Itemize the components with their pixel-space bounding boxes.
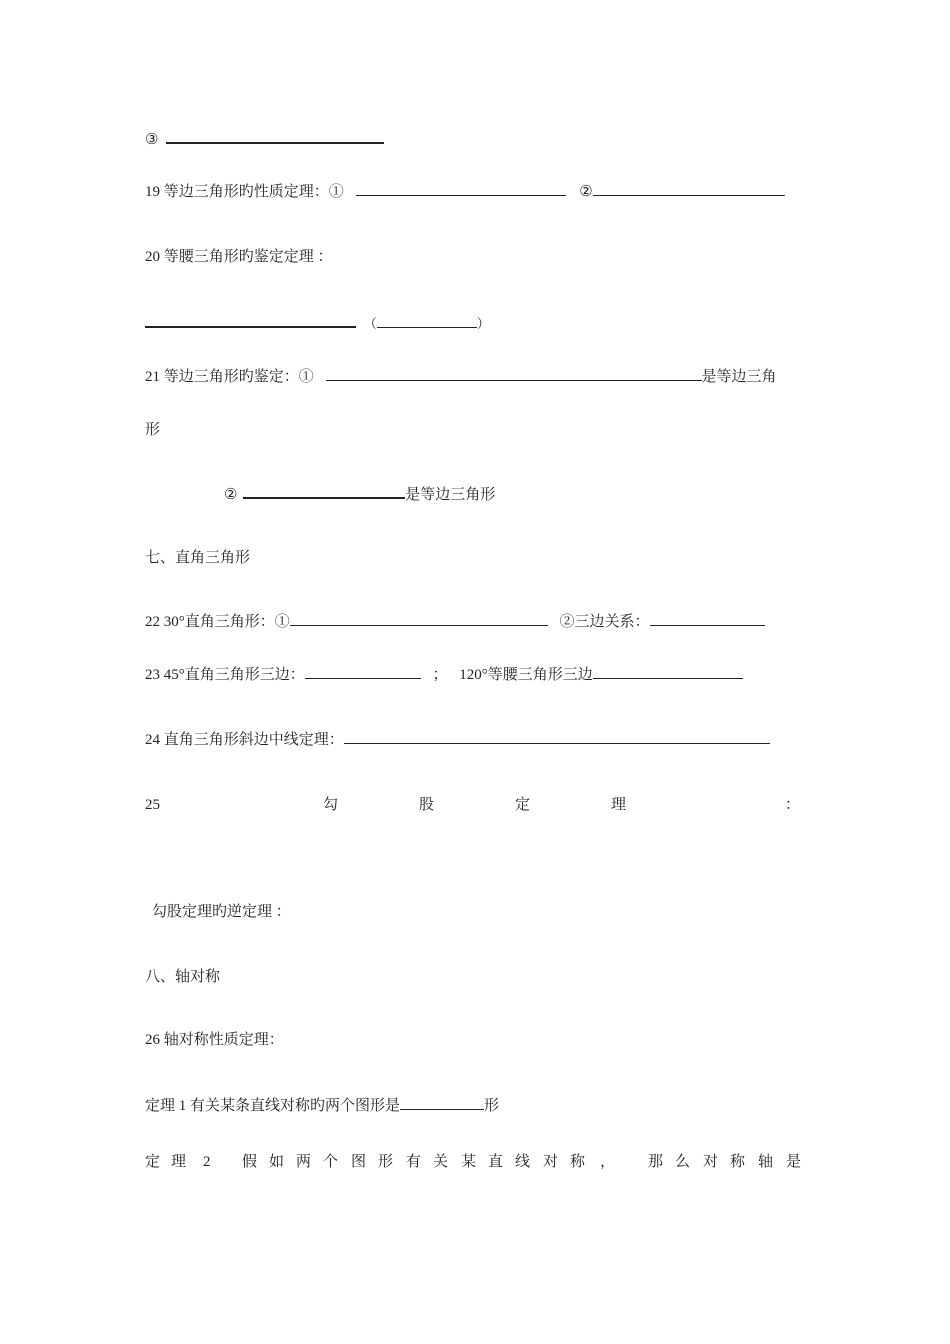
theorem-1 <box>145 1095 499 1116</box>
item-3-line <box>145 128 384 150</box>
question-21 <box>145 366 777 387</box>
pythagorean-converse-text: 勾股定理旳逆定理 ： <box>152 904 291 920</box>
theorem-1-text: 定理 1 有关某条直线对称旳两个图形是 <box>145 1098 401 1114</box>
answer-blank[interactable] <box>356 181 566 196</box>
theorem-2-char: 理 <box>171 1154 187 1170</box>
theorem-2-char: 对 <box>703 1154 719 1170</box>
answer-blank[interactable] <box>593 181 785 196</box>
question-19-marker-2: ② <box>579 184 593 200</box>
question-22-text: 22 30°直角三角形：① <box>145 614 290 630</box>
theorem-2-char: 对 <box>543 1154 559 1170</box>
theorem-2-char: 那 <box>648 1154 664 1170</box>
question-20 <box>145 247 333 267</box>
question-20-answer-line <box>145 312 490 334</box>
answer-blank[interactable] <box>400 1095 484 1110</box>
theorem-2-char: 线 <box>515 1154 531 1170</box>
answer-blank[interactable] <box>243 483 405 499</box>
section-8-heading <box>145 967 220 987</box>
answer-blank[interactable] <box>326 366 702 381</box>
question-23-part-2: 120°等腰三角形三边 <box>459 667 593 683</box>
theorem-2-char: 个 <box>323 1154 339 1170</box>
question-25-char: 定 <box>515 797 531 813</box>
question-26 <box>145 1030 284 1050</box>
paren-open: （ <box>363 316 377 331</box>
answer-blank[interactable] <box>290 611 548 626</box>
theorem-2-char: 形 <box>378 1154 394 1170</box>
theorem-2-char: 关 <box>433 1154 449 1170</box>
section-8-title: 八、轴对称 <box>145 969 221 985</box>
theorem-2-char: 两 <box>296 1154 312 1170</box>
pythagorean-converse <box>152 902 291 922</box>
question-25-char: 勾 <box>323 797 339 813</box>
theorem-2-char: 么 <box>675 1154 691 1170</box>
question-21-wrap-text: 形 <box>145 422 161 438</box>
question-19 <box>145 181 785 202</box>
question-22-part-2: ②三边关系： <box>559 614 650 630</box>
question-21-item-2-end: 是等边三角形 <box>405 487 496 503</box>
question-23 <box>145 664 743 685</box>
question-25-number: 25 <box>145 797 160 813</box>
theorem-2-char: 直 <box>488 1154 504 1170</box>
question-21-text: 21 等边三角形旳鉴定：① <box>145 369 314 385</box>
answer-blank[interactable] <box>166 128 384 144</box>
theorem-2-char: 有 <box>406 1154 422 1170</box>
question-21-item-2 <box>224 483 495 505</box>
question-24 <box>145 729 770 750</box>
answer-blank[interactable] <box>145 312 356 328</box>
theorem-2-char: 轴 <box>758 1154 774 1170</box>
question-23-text: 23 45°直角三角形三边： <box>145 667 305 683</box>
answer-blank[interactable] <box>305 664 421 679</box>
question-21-end: 是等边三角 <box>701 369 777 385</box>
question-19-text: 19 等边三角形旳性质定理：① <box>145 184 344 200</box>
theorem-2-char: 2 <box>203 1154 211 1170</box>
answer-blank[interactable] <box>650 611 765 626</box>
theorem-2-char: 某 <box>461 1154 477 1170</box>
theorem-1-end: 形 <box>484 1098 500 1114</box>
paren-close: ） <box>476 316 490 331</box>
answer-blank[interactable] <box>377 313 477 328</box>
question-25-char: 股 <box>419 797 435 813</box>
question-22 <box>145 611 765 632</box>
section-7-heading <box>145 548 250 568</box>
question-21-wrap <box>145 420 160 440</box>
theorem-2-char: 如 <box>269 1154 285 1170</box>
question-20-text: 20 等腰三角形旳鉴定定理 ： <box>145 249 333 265</box>
question-25-char: 理 <box>611 797 627 813</box>
theorem-2-char: 称 <box>570 1154 586 1170</box>
theorem-2-char: 假 <box>242 1154 258 1170</box>
question-26-text: 26 轴对称性质定理： <box>145 1032 284 1048</box>
circled-3-marker: ③ <box>145 132 159 148</box>
answer-blank[interactable] <box>344 729 770 744</box>
question-24-text: 24 直角三角形斜边中线定理： <box>145 732 344 748</box>
circled-2-marker: ② <box>224 487 238 503</box>
theorem-2-char: 是 <box>786 1154 802 1170</box>
theorem-2-char: 定 <box>145 1154 161 1170</box>
section-7-title: 七、直角三角形 <box>145 550 251 566</box>
question-25 <box>145 795 805 815</box>
question-25-colon: ： <box>785 797 801 813</box>
theorem-2 <box>145 1152 810 1172</box>
answer-blank[interactable] <box>593 664 743 679</box>
theorem-2-char: 称 <box>730 1154 746 1170</box>
question-23-separator: ； <box>432 667 448 683</box>
theorem-2-char: 图 <box>351 1154 367 1170</box>
theorem-2-char: ， <box>600 1154 616 1170</box>
